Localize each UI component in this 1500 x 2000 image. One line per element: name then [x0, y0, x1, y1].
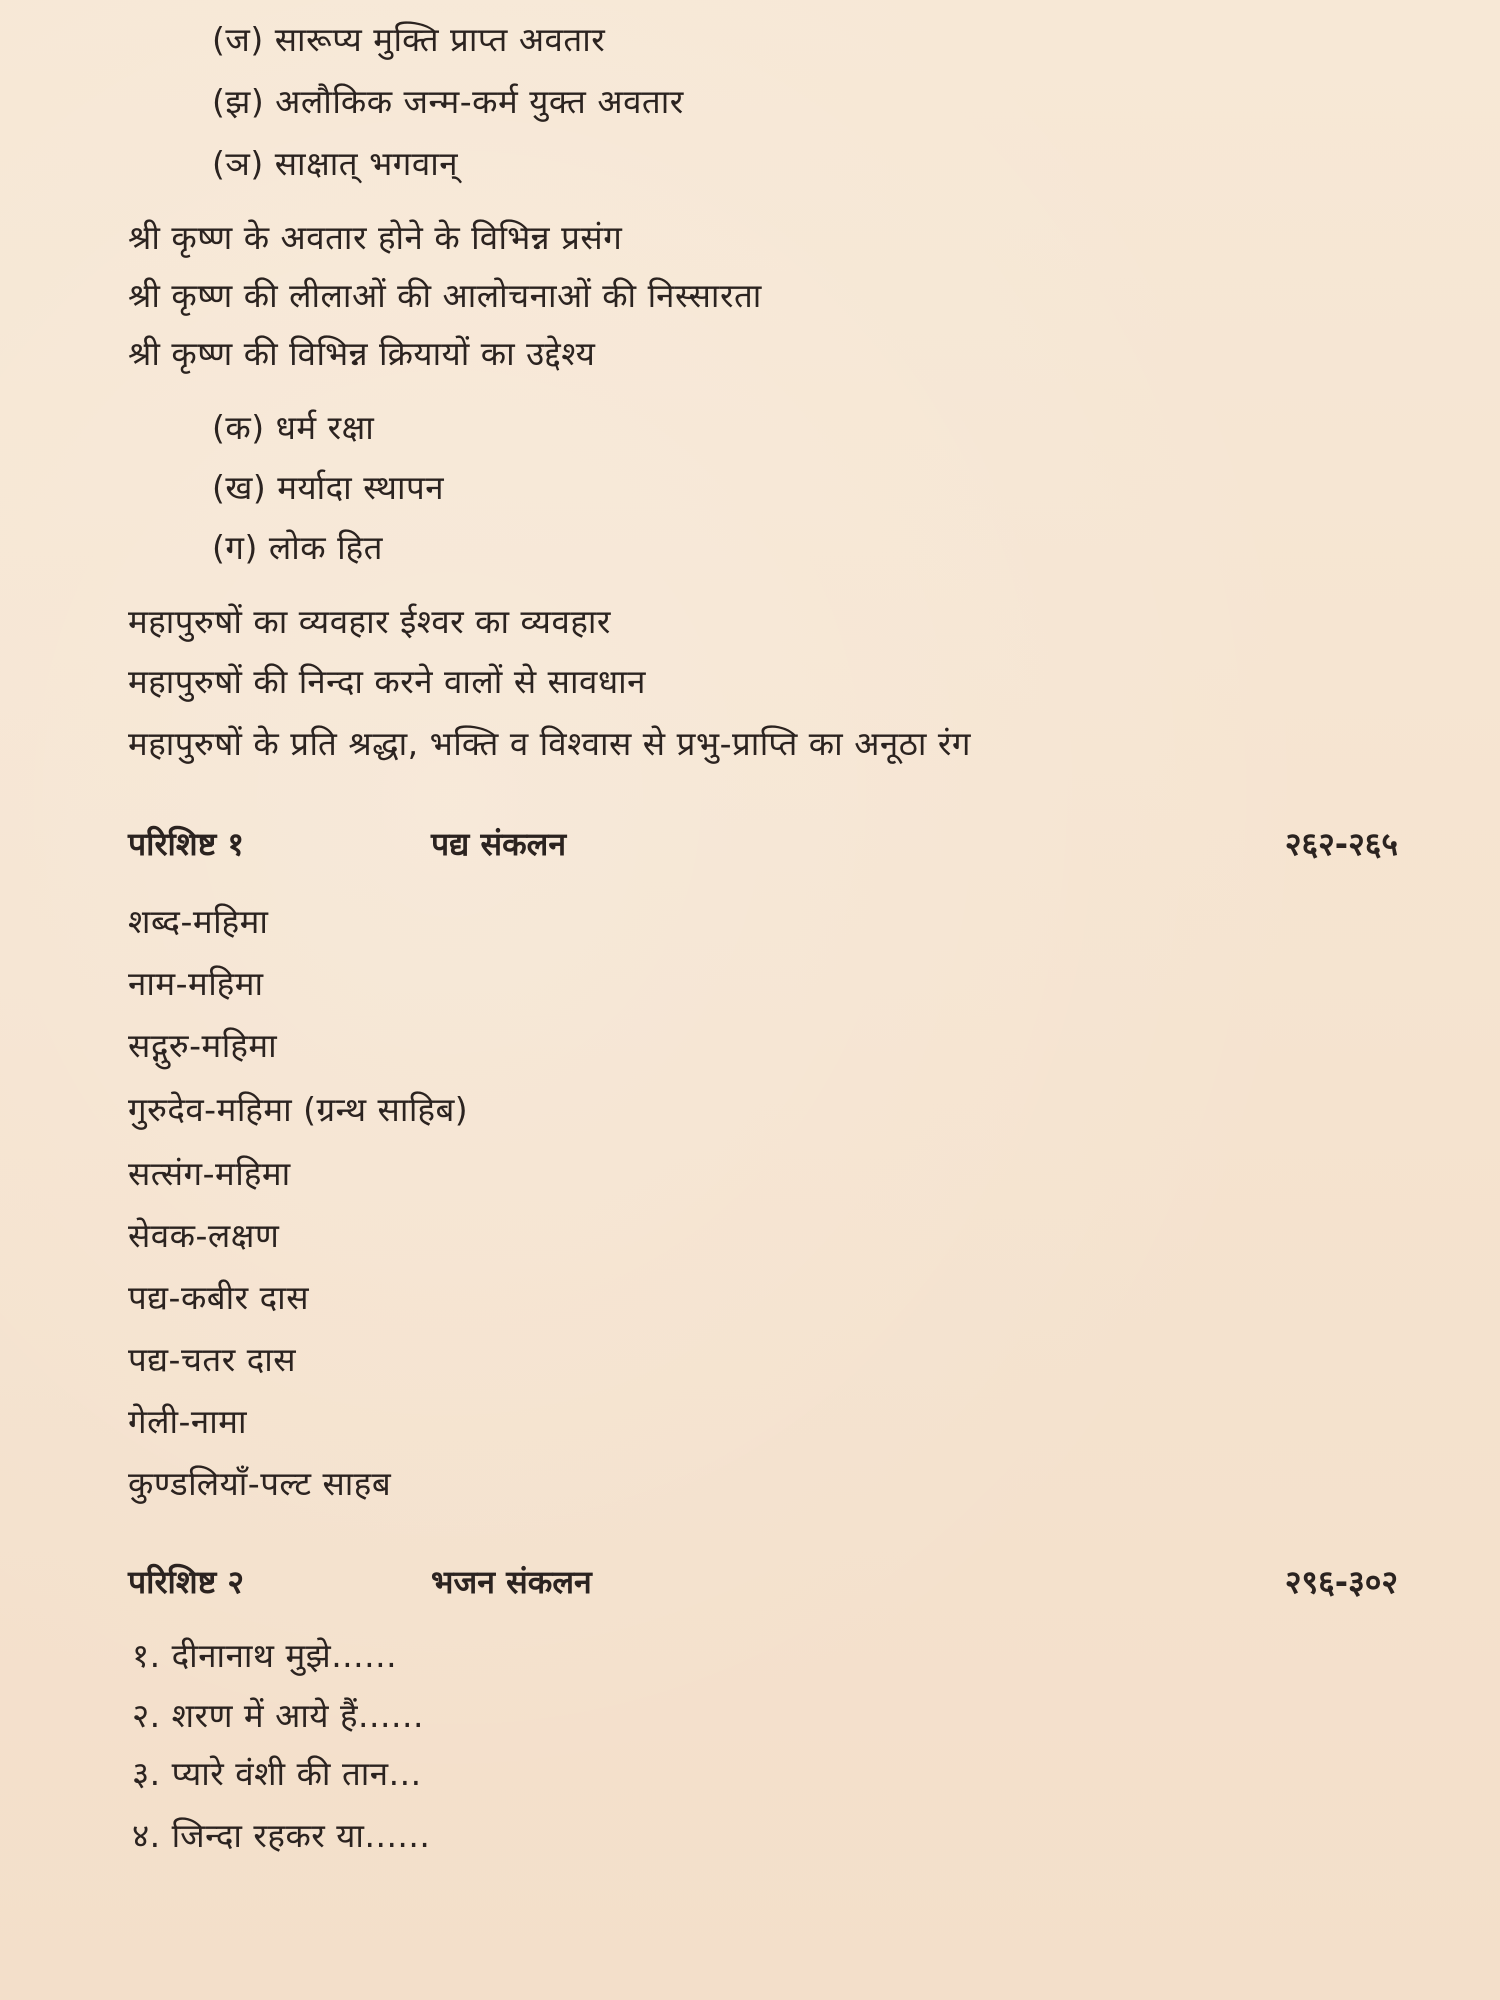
appendix1-item: नाम-महिमा [128, 964, 264, 1003]
appendix1-item: गेली-नामा [128, 1402, 248, 1441]
appendix1-item: कुण्डलियाँ-पल्ट साहब [128, 1464, 392, 1503]
avatar-subtype-item: (झ) अलौकिक जन्म-कर्म युक्त अवतार [212, 82, 684, 121]
appendix1-item: शब्द-महिमा [128, 902, 269, 941]
avatar-subtype-item: (ज) सारूप्य मुक्ति प्राप्त अवतार [212, 20, 606, 59]
appendix2-item: २. शरण में आये हैं...... [132, 1696, 424, 1735]
mahapurush-topic-item: महापुरुषों के प्रति श्रद्धा, भक्ति व विश्वास से प्रभु-प्राप्ति का अनूठा रंग [128, 724, 972, 763]
purpose-item: (ख) मर्यादा स्थापन [212, 468, 445, 507]
appendix2-item: ४. जिन्दा रहकर या...... [132, 1816, 431, 1855]
purpose-item: (ग) लोक हित [212, 528, 383, 567]
appendix1-heading [128, 824, 1398, 864]
purpose-item: (क) धर्म रक्षा [212, 408, 375, 447]
krishna-topic-item: श्री कृष्ण की विभिन्न क्रियायों का उद्देश्य [128, 334, 596, 373]
krishna-topic-item: श्री कृष्ण की लीलाओं की आलोचनाओं की निस्सारता [128, 276, 762, 315]
appendix1-item: सेवक-लक्षण [128, 1216, 280, 1255]
mahapurush-topic-item: महापुरुषों का व्यवहार ईश्वर का व्यवहार [128, 602, 611, 641]
appendix1-item: पद्य-कबीर दास [128, 1278, 310, 1317]
appendix1-title: पद्य संकलन [431, 825, 567, 863]
avatar-subtype-item: (ञ) साक्षात् भगवान् [212, 144, 459, 183]
appendix1-item: सत्संग-महिमा [128, 1154, 291, 1193]
appendix2-title: भजन संकलन [431, 1563, 592, 1601]
appendix1-pages: २६२-२६५ [1284, 825, 1398, 863]
appendix2-item: ३. प्यारे वंशी की तान... [132, 1754, 422, 1793]
appendix1-item: सद्गुरु-महिमा [128, 1026, 278, 1065]
krishna-topic-item: श्री कृष्ण के अवतार होने के विभिन्न प्रसंग [128, 218, 623, 257]
mahapurush-topic-item: महापुरुषों की निन्दा करने वालों से सावधान [128, 662, 647, 701]
appendix1-item: गुरुदेव-महिमा (ग्रन्थ साहिब) [128, 1090, 469, 1129]
appendix2-item: १. दीनानाथ मुझे...... [132, 1636, 398, 1675]
appendix1-item: पद्य-चतर दास [128, 1340, 297, 1379]
appendix1-label: परिशिष्ट १ [128, 825, 245, 863]
appendix2-heading [128, 1562, 1398, 1602]
appendix2-pages: २९६-३०२ [1284, 1563, 1398, 1601]
appendix2-label: परिशिष्ट २ [128, 1563, 245, 1601]
